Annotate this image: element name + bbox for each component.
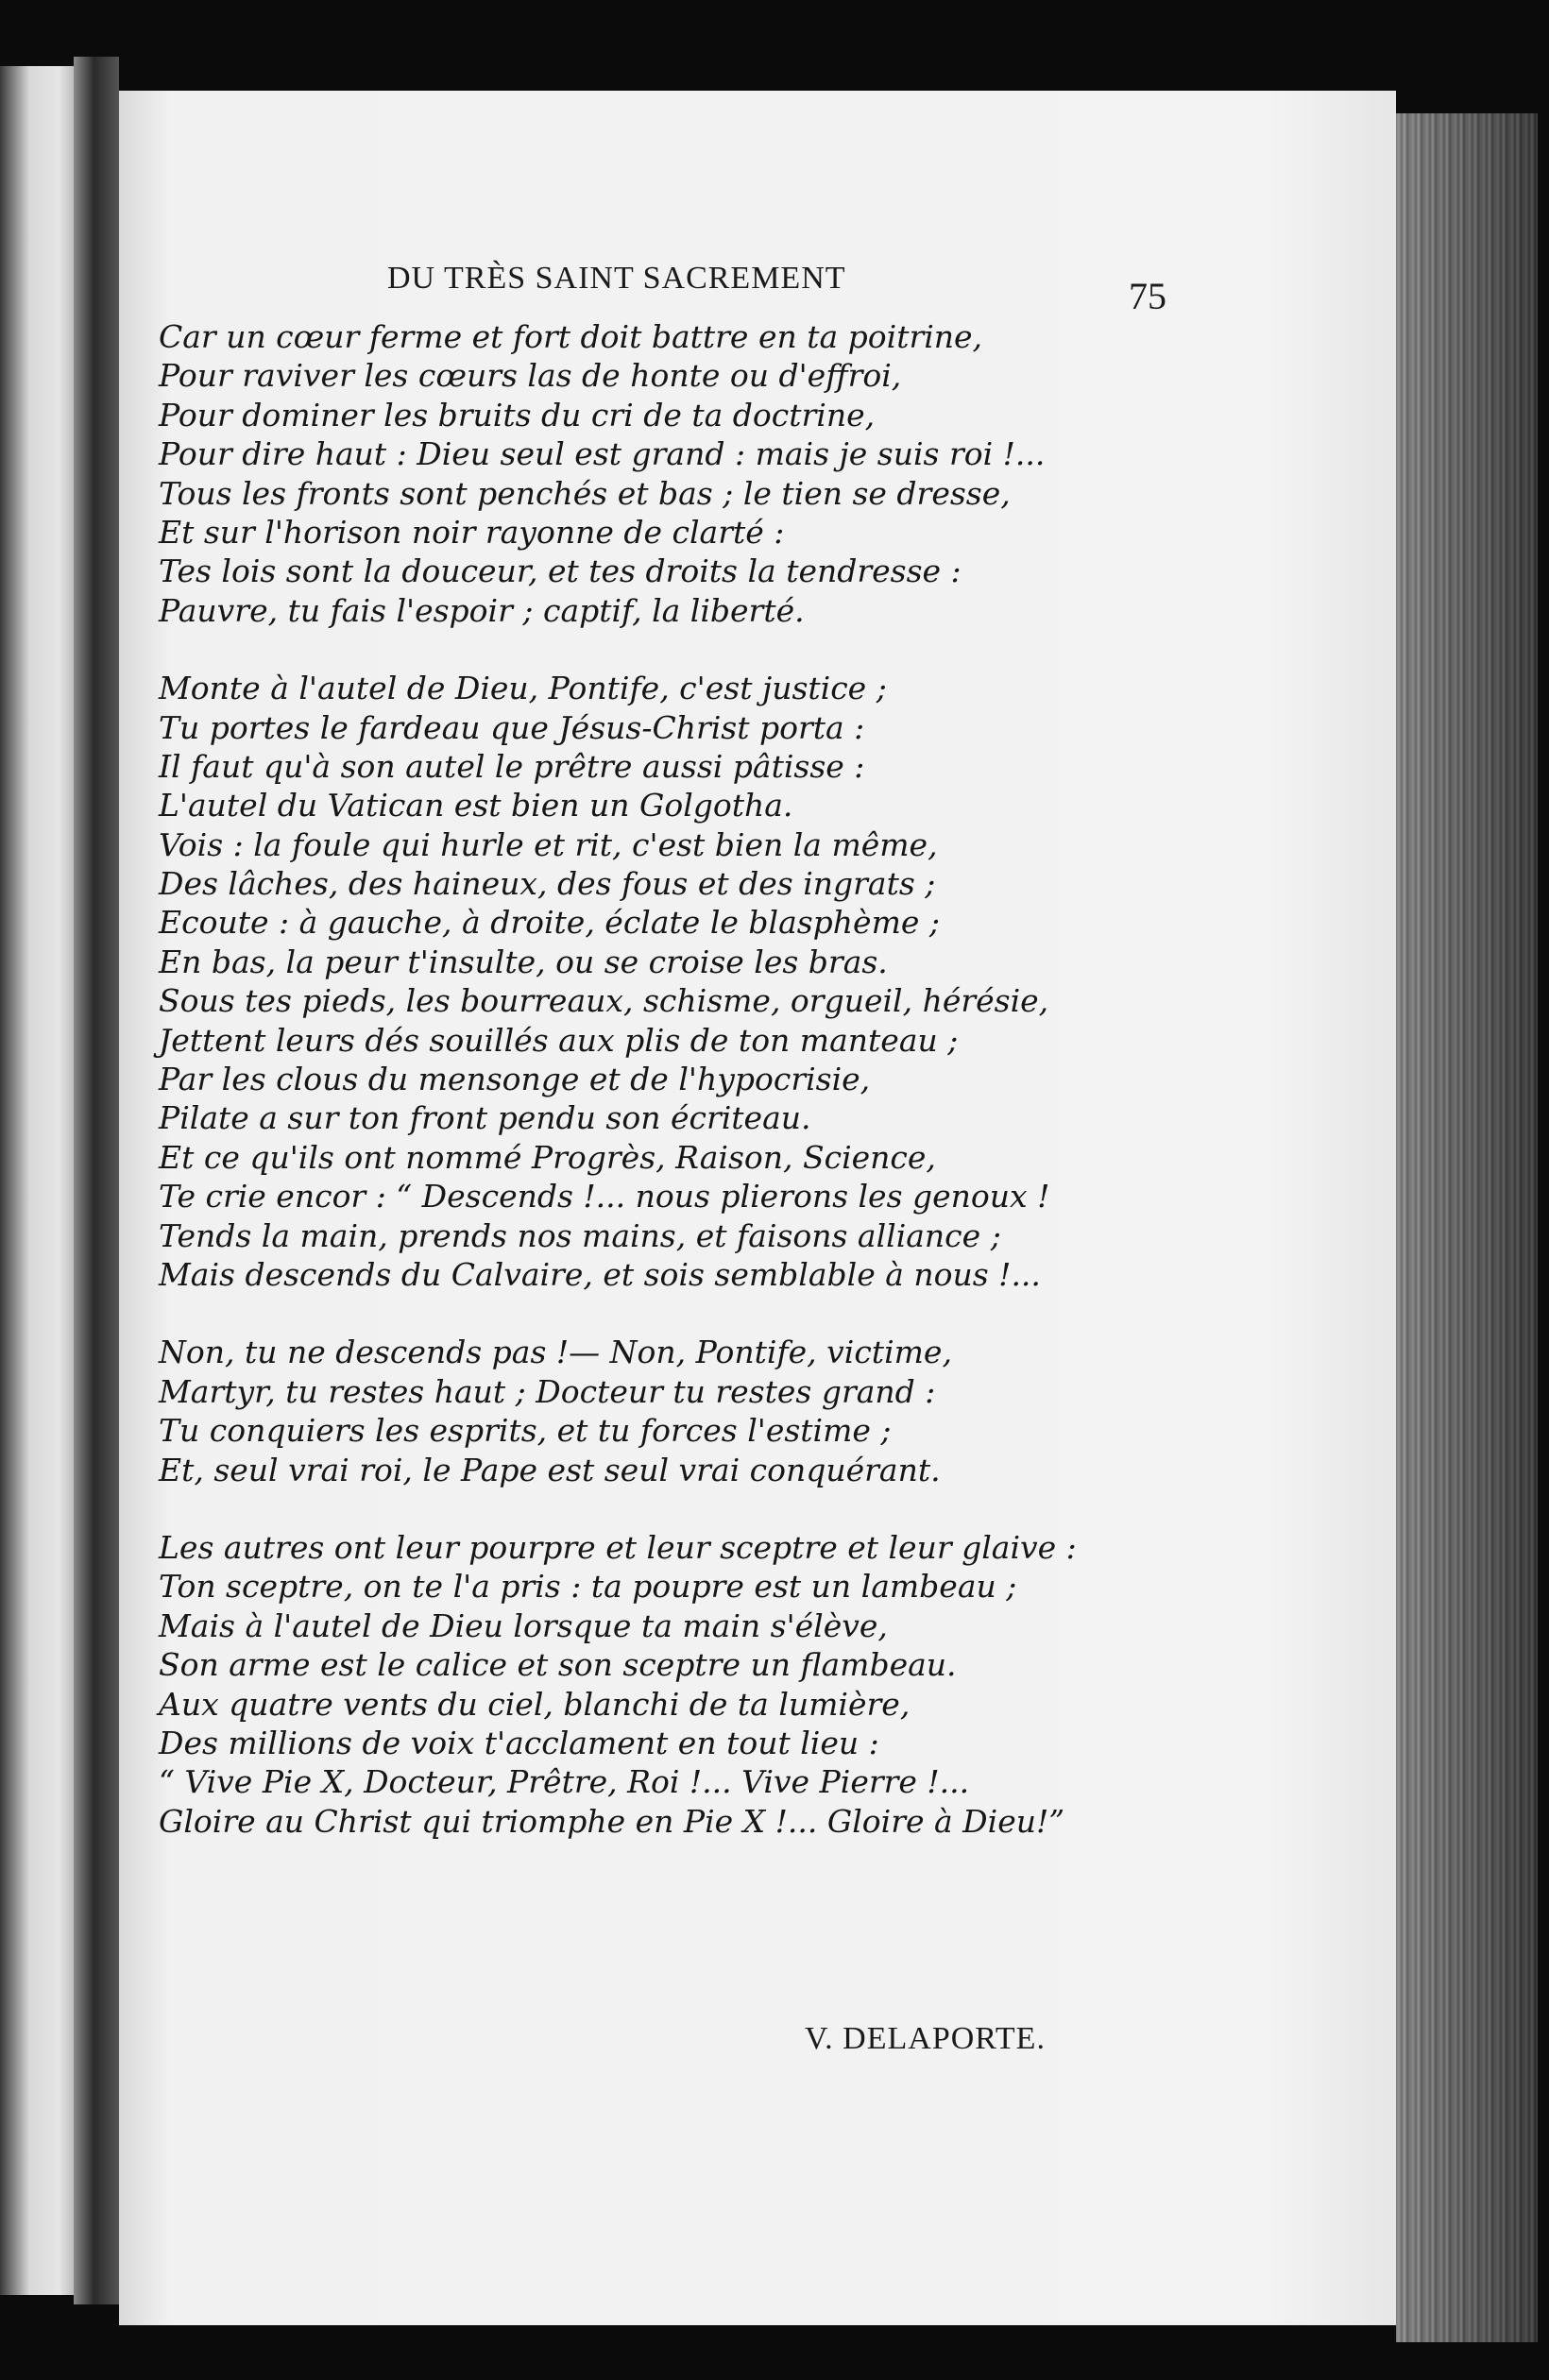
author-signature: V. DELAPORTE. <box>805 2021 1046 2056</box>
poem-line: Tous les fronts sont penchés et bas ; le tien se dresse, <box>159 474 1011 512</box>
poem-line: Son arme est le calice et son sceptre un flambeau. <box>159 1646 957 1684</box>
poem-line: Car un cœur ferme et fort doit battre en ta poitrine, <box>159 318 983 355</box>
poem-line: Non, tu ne descends pas !— Non, Pontife, victime, <box>159 1334 952 1371</box>
stanza-4 <box>159 1528 1217 1841</box>
poem-line: Ton sceptre, on te l'a pris : ta poupre est un lambeau ; <box>159 1568 1017 1606</box>
poem-line: Sous tes pieds, les bourreaux, schisme, orgueil, hérésie, <box>159 982 1049 1020</box>
poem-line: Et ce qu'ils ont nommé Progrès, Raison, Science, <box>159 1138 936 1176</box>
poem-line: Pour dominer les bruits du cri de ta doctrine, <box>159 396 876 434</box>
poem-line: Tes lois sont la douceur, et tes droits la tendresse : <box>159 552 962 590</box>
poem-line: Mais à l'autel de Dieu lorsque ta main s'élève, <box>159 1606 888 1644</box>
poem-line: Pour dire haut : Dieu seul est grand : mais je suis roi !... <box>159 435 1046 473</box>
poem-line: “ Vive Pie X, Docteur, Prêtre, Roi !... Vive Pierre !... <box>159 1763 970 1801</box>
poem-line: Pour raviver les cœurs las de honte ou d'effroi, <box>159 357 902 395</box>
poem-line: Par les clous du mensonge et de l'hypocrisie, <box>159 1061 871 1098</box>
poem <box>159 317 1217 1879</box>
poem-line: Pauvre, tu fais l'espoir ; captif, la liberté. <box>159 591 805 629</box>
poem-line: Jettent leurs dés souillés aux plis de ton manteau ; <box>159 1021 959 1059</box>
poem-line: Monte à l'autel de Dieu, Pontife, c'est justice ; <box>159 670 887 707</box>
poem-line: Et, seul vrai roi, le Pape est seul vrai conquérant. <box>159 1451 941 1488</box>
poem-line: Ecoute : à gauche, à droite, éclate le blasphème ; <box>159 904 941 942</box>
poem-line: Gloire au Christ qui triomphe en Pie X !... Gloire à Dieu!” <box>159 1802 1065 1840</box>
poem-line: Te crie encor : “ Descends !... nous plierons les genoux ! <box>159 1178 1050 1216</box>
poem-line: Aux quatre vents du ciel, blanchi de ta lumière, <box>159 1685 911 1723</box>
facing-page-edge <box>0 66 74 2295</box>
poem-line: Tu conquiers les esprits, et tu forces l'estime ; <box>159 1412 892 1450</box>
poem-line: Tu portes le fardeau que Jésus-Christ porta : <box>159 708 865 746</box>
poem-line: En bas, la peur t'insulte, ou se croise les bras. <box>159 943 888 980</box>
stanza-2 <box>159 669 1217 1294</box>
poem-line: Martyr, tu restes haut ; Docteur tu restes grand : <box>159 1372 936 1410</box>
book-gutter <box>74 57 119 2304</box>
running-head: DU TRÈS SAINT SACREMENT <box>387 261 846 296</box>
poem-line: Tends la main, prends nos mains, et faisons alliance ; <box>159 1216 1001 1254</box>
poem-line: Mais descends du Calvaire, et sois semblable à nous !... <box>159 1255 1041 1293</box>
poem-line: Des millions de voix t'acclament en tout lieu : <box>159 1724 879 1761</box>
poem-line: Et sur l'horison noir rayonne de clarté : <box>159 513 785 551</box>
poem-line: Les autres ont leur pourpre et leur sceptre et leur glaive : <box>159 1528 1077 1566</box>
poem-line: Il faut qu'à son autel le prêtre aussi pâtisse : <box>159 747 865 785</box>
poem-line: Vois : la foule qui hurle et rit, c'est bien la même, <box>159 825 938 863</box>
page-number: 75 <box>1129 275 1166 317</box>
page-block-edges <box>1396 113 1538 2342</box>
stanza-1 <box>159 317 1217 630</box>
poem-line: Des lâches, des haineux, des fous et des ingrats ; <box>159 865 936 903</box>
poem-line: L'autel du Vatican est bien un Golgotha. <box>159 787 793 824</box>
poem-line: Pilate a sur ton front pendu son écriteau. <box>159 1099 811 1137</box>
stanza-3 <box>159 1333 1217 1489</box>
